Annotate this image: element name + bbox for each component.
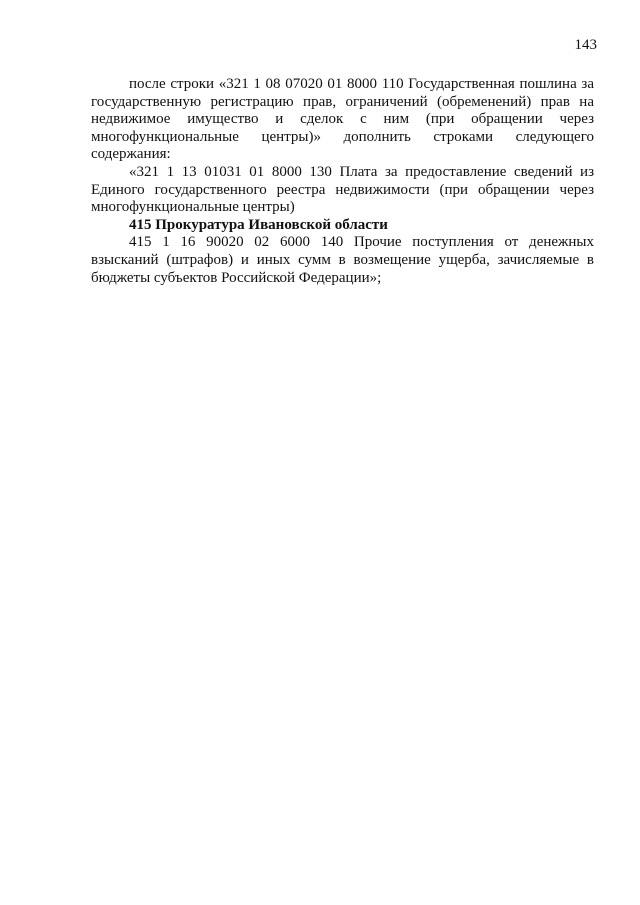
- page-number: 143: [574, 37, 597, 53]
- section-heading-prosecutor-office: 415 Прокуратура Ивановской области: [129, 216, 388, 233]
- paragraph-new-line-321: «321 1 13 01031 01 8000 130 Плата за предоставление сведений из Единого государственного реестра недвижимости (при обращении через многофункциональные центры): [91, 163, 594, 216]
- paragraph-amendment-instruction: после строки «321 1 08 07020 01 8000 110 Государственная пошлина за государственную регистрацию прав, ограничений (обременений) прав на недвижимое имущество и сделок с ним (при обращении через многофункциональные центры)» дополнить строками следующего содержания:: [91, 76, 594, 163]
- document-body: [91, 76, 594, 287]
- paragraph-line-415: 415 1 16 90020 02 6000 140 Прочие поступления от денежных взысканий (штрафов) и иных сумм в возмещение ущерба, зачисляемые в бюджеты субъектов Российской Федерации»;: [91, 234, 594, 286]
